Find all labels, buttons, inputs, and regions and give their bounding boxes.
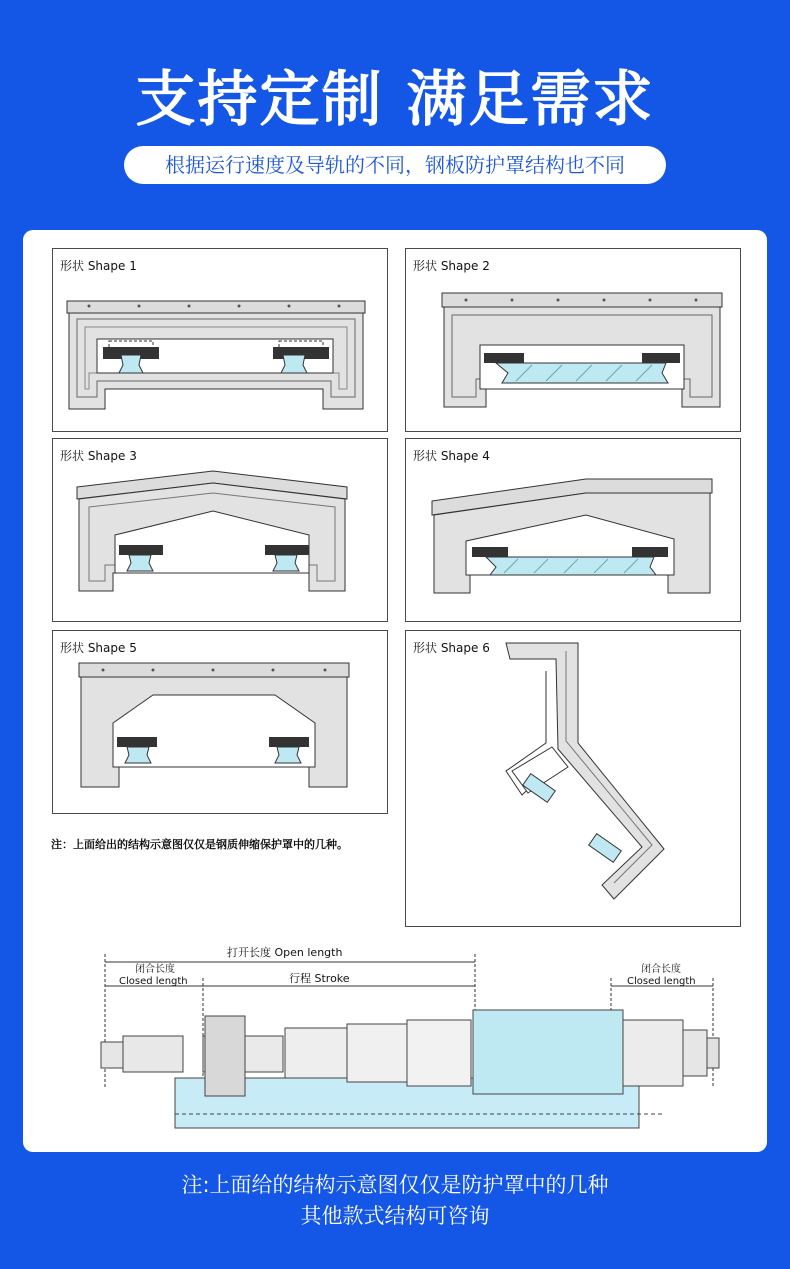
diagram-card bbox=[23, 230, 767, 1152]
footer-line-2: 其他款式结构可咨询 bbox=[300, 1204, 490, 1228]
closed-length-cn-right: 闭合长度 bbox=[641, 964, 681, 975]
length-diagram bbox=[23, 938, 767, 1148]
open-length-label: 打开长度 Open length bbox=[227, 946, 343, 959]
shape-5-illustration bbox=[53, 631, 387, 813]
shape-panel-1 bbox=[52, 248, 388, 432]
shape-4-illustration bbox=[406, 439, 740, 621]
shape-panel-5 bbox=[52, 630, 388, 814]
shape-6-illustration bbox=[406, 631, 740, 926]
shape-label: 形状 Shape 4 bbox=[413, 449, 490, 463]
page-title: 支持定制 满足需求 bbox=[135, 65, 655, 135]
shape-1-illustration bbox=[53, 249, 387, 431]
shape-panel-4 bbox=[405, 438, 741, 622]
closed-length-cn-left: 闭合长度 bbox=[135, 964, 175, 975]
closed-length-en-right: Closed length bbox=[627, 976, 696, 987]
shape-2-illustration bbox=[406, 249, 740, 431]
stroke-label: 行程 Stroke bbox=[289, 972, 350, 985]
shape-panel-2 bbox=[405, 248, 741, 432]
shape-label: 形状 Shape 6 bbox=[413, 641, 490, 655]
shape-label: 形状 Shape 2 bbox=[413, 259, 490, 273]
shape-label: 形状 Shape 1 bbox=[60, 259, 137, 273]
structure-note: 注：上面给出的结构示意图仅仅是钢质伸缩保护罩中的几种。 bbox=[51, 838, 348, 851]
shape-label: 形状 Shape 5 bbox=[60, 641, 137, 655]
closed-length-en-left: Closed length bbox=[119, 976, 188, 987]
shape-3-illustration bbox=[53, 439, 387, 621]
footer-line-1: 注:上面给的结构示意图仅仅是防护罩中的几种 bbox=[181, 1173, 609, 1197]
shape-panel-6 bbox=[405, 630, 741, 927]
shape-label: 形状 Shape 3 bbox=[60, 449, 137, 463]
footer-note bbox=[0, 1170, 790, 1232]
subtitle-pill: 根据运行速度及导轨的不同，钢板防护罩结构也不同 bbox=[124, 146, 666, 184]
shape-panel-3 bbox=[52, 438, 388, 622]
